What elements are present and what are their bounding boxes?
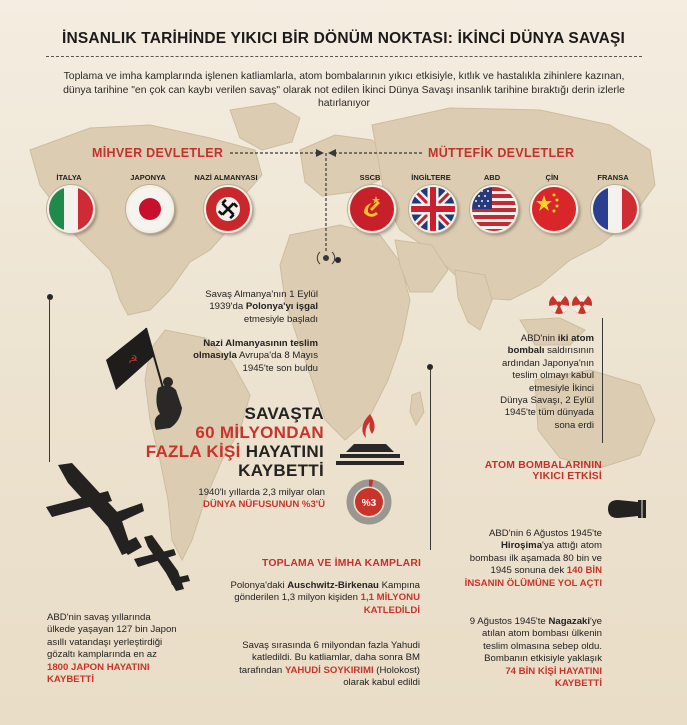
country-name-italy: İTALYA [56,173,82,182]
camps-text-1: Polonya'daki Auschwitz-Birkenau Kampına gönderilen 1,3 milyon kişiden 1,1 MİLYONU KATLEDİLDİ [230,580,420,616]
radiation-icon [548,292,594,316]
country-name-china: ÇİN [545,173,559,182]
title-divider [46,56,642,57]
population-text: 1940'lı yıllarda 2,3 milyar olan DÜNYA NÜFUSUNUN %3'Ü [198,487,325,511]
china-flag-icon [530,185,578,233]
country-name-france: FRANSA [597,173,629,182]
page-title: İNSANLIK TARİHİNDE YIKICI BİR DÖNÜM NOKTASI: İKİNCİ DÜNYA SAVAŞI [61,30,626,47]
war-start-text: Savaş Almanya'nın 1 Eylül 1939'da Polonya'yı işgal etmesiyle başladı [205,289,318,325]
japan-vertical-line [602,318,603,443]
country-name-ussr: SSCB [359,173,381,182]
nazi-germany-flag-icon [204,185,252,233]
hiroshima-text: ABD'nin 6 Ağustos 1945'te Hiroşima'ya attığı atom bombası ilk aşamada 80 bin ve 1945 sonuna dek 140 BİN İNSANIN ÖLÜMÜNE YOL AÇTI [464,528,602,589]
population-percent-ring [344,477,394,527]
france-flag-icon [591,185,639,233]
war-end-text: Nazi Almanyasının teslim olmasıyla Avrupa'da 8 Mayıs 1945'te son buldu [193,338,318,374]
country-name-usa: ABD [483,173,501,182]
camps-lower-dot [427,364,433,370]
bomber-planes-illustration [38,455,198,595]
allied-powers-label: MÜTTEFİK DEVLETLER [428,146,575,160]
atomic-heading: ATOM BOMBALARININ YIKICI ETKİSİ [484,460,602,482]
atom-bomb-icon [604,497,648,521]
ussr-flag-icon [348,185,396,233]
us-internment-text: ABD'nin savaş yıllarında ülkede yaşayan 127 bin Japon asıllı vatandaşı yerleştirdiği gözaltı kamplarında en az 1800 JAPON HAYATINI KAYBETTİ [47,612,177,686]
country-name-uk: İNGİLTERE [411,173,451,182]
deaths-headline: SAVAŞTA 60 MİLYONDAN FAZLA KİŞİ HAYATINI KAYBETTİ [145,404,324,480]
left-vertical-line [49,300,50,462]
usa-flag-icon [470,185,518,233]
country-name-germany: NAZİ ALMANYASI [194,173,258,182]
svg-text:☭: ☭ [128,353,138,366]
camps-marker-dot [335,257,341,263]
japan-flag-icon [126,185,174,233]
group-connector [230,140,430,270]
camps-heading: TOPLAMA VE İMHA KAMPLARI [262,558,422,569]
camps-text-2: Savaş sırasında 6 milyondan fazla Yahudi katledildi. Bu katliamlar, daha sonra BM tarafından YAHUDİ SOYKIRIMI (Holokost) olarak kabul edildi [239,640,420,689]
axis-powers-label: MİHVER DEVLETLER [92,146,224,160]
nagasaki-text: 9 Ağustos 1945'te Nagazaki'ye atılan atom bombası ülkenin teslim olmasına sebep oldu. Bombanın etkisiyle yaklaşık 74 BİN KİŞİ HAYATINI KAYBETTİ [469,616,602,690]
japan-surrender-text: ABD'nin iki atom bombalı saldırısının ardından Japonya'nın teslim olmayı kabul etmesiyle İkinci Dünya Savaşı, 2 Eylül 1945'te tüm dünyada sona erdi [500,333,594,431]
left-marker-dot [47,294,53,300]
country-name-japan: JAPONYA [130,173,166,182]
svg-text:%3: %3 [361,498,377,509]
italy-flag-icon [47,185,95,233]
intro-text: Toplama ve imha kamplarında işlenen katliamlarla, atom bombalarının yıkıcı etkisiyle, kıtlık ve hastalıkla zihinlere kazınan, dünya tarihine "en çok can kaybı verilen savaş" olarak not edilen İkinci Dünya Savaşı insanlık tarihine bıraktığı derin izlerle hatırlanıyor [63,71,625,109]
uk-flag-icon [409,185,457,233]
eternal-flame-icon [332,410,408,470]
